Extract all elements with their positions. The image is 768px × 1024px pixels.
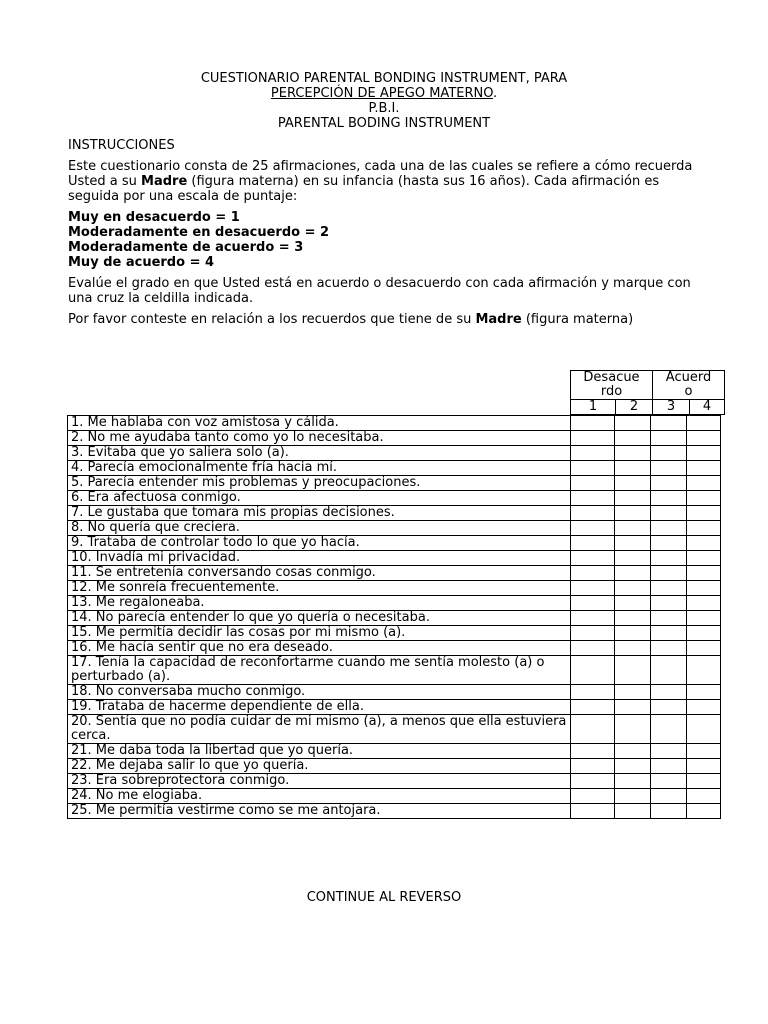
p3-text-b: (figura materna) [521, 312, 634, 327]
item-text: 16. Me hacía sentir que no era deseado. [68, 641, 571, 656]
answer-cell-1[interactable] [571, 774, 615, 789]
header-col-1: 1 [571, 400, 616, 415]
table-row [68, 431, 721, 446]
document-title [0, 71, 768, 131]
answer-cell-1[interactable] [571, 416, 615, 431]
answer-cell-1[interactable] [571, 685, 615, 700]
item-text: 8. No quería que creciera. [68, 521, 571, 536]
table-row [68, 789, 721, 804]
item-text: 5. Parecía entender mis problemas y preocupaciones. [68, 476, 571, 491]
response-header-table [570, 370, 725, 415]
answer-cell-2[interactable] [615, 416, 651, 431]
answer-cell-2[interactable] [615, 700, 651, 715]
answer-cell-4[interactable] [687, 461, 721, 476]
answer-cell-2[interactable] [615, 461, 651, 476]
answer-cell-4[interactable] [687, 759, 721, 774]
answer-cell-1[interactable] [571, 744, 615, 759]
scale-item-3: Moderadamente de acuerdo = 3 [68, 240, 304, 255]
header-col-3: 3 [653, 400, 690, 415]
item-text: 1. Me hablaba con voz amistosa y cálida. [68, 416, 571, 431]
item-text: 3. Evitaba que yo saliera solo (a). [68, 446, 571, 461]
table-row [68, 744, 721, 759]
instructions-paragraph-1 [68, 159, 708, 204]
header-desacuerdo-l1: Desacue [583, 370, 640, 385]
answer-cell-4[interactable] [687, 774, 721, 789]
title-line-2 [0, 86, 768, 101]
answer-cell-1[interactable] [571, 715, 615, 744]
answer-cell-4[interactable] [687, 744, 721, 759]
answer-cell-4[interactable] [687, 536, 721, 551]
answer-cell-1[interactable] [571, 789, 615, 804]
table-row [68, 521, 721, 536]
answer-cell-3[interactable] [651, 759, 687, 774]
answer-cell-4[interactable] [687, 641, 721, 656]
answer-cell-4[interactable] [687, 715, 721, 744]
table-row [68, 641, 721, 656]
table-row [68, 759, 721, 774]
table-row [68, 715, 721, 744]
answer-cell-4[interactable] [687, 491, 721, 506]
answer-cell-1[interactable] [571, 626, 615, 641]
answer-cell-1[interactable] [571, 566, 615, 581]
answer-cell-4[interactable] [687, 611, 721, 626]
answer-cell-4[interactable] [687, 789, 721, 804]
answer-cell-4[interactable] [687, 685, 721, 700]
scale-list [68, 210, 708, 270]
answer-cell-2[interactable] [615, 744, 651, 759]
title-line-4: PARENTAL BODING INSTRUMENT [277, 116, 491, 131]
table-row [68, 685, 721, 700]
p1-text-b: (figura materna) en su infancia (hasta sus 16 años). Cada afirmación es seguida por una escala de puntaje: [68, 174, 660, 204]
answer-cell-4[interactable] [687, 431, 721, 446]
header-acuerdo-l2: o [684, 384, 693, 399]
item-text: 10. Invadía mi privacidad. [68, 551, 571, 566]
answer-cell-3[interactable] [651, 476, 687, 491]
answer-cell-3[interactable] [651, 446, 687, 461]
scale-item-4: Muy de acuerdo = 4 [68, 255, 215, 270]
answer-cell-3[interactable] [651, 715, 687, 744]
item-text: 18. No conversaba mucho conmigo. [68, 685, 571, 700]
answer-cell-3[interactable] [651, 431, 687, 446]
answer-cell-1[interactable] [571, 581, 615, 596]
item-text: 22. Me dejaba salir lo que yo quería. [68, 759, 571, 774]
table-row [68, 416, 721, 431]
header-desacuerdo-l2: rdo [600, 384, 623, 399]
answer-cell-1[interactable] [571, 700, 615, 715]
answer-cell-4[interactable] [687, 416, 721, 431]
instructions-paragraph-3 [68, 312, 708, 327]
answer-cell-4[interactable] [687, 596, 721, 611]
item-text: 20. Sentía que no podía cuidar de mi mismo (a), a menos que ella estuviera cerca. [68, 715, 571, 744]
item-text: 23. Era sobreprotectora conmigo. [68, 774, 571, 789]
item-text: 15. Me permitía decidir las cosas por mi mismo (a). [68, 626, 571, 641]
answer-cell-2[interactable] [615, 506, 651, 521]
header-acuerdo-l1: Acuerd [665, 370, 712, 385]
table-row [68, 476, 721, 491]
answer-cell-1[interactable] [571, 431, 615, 446]
table-row [68, 536, 721, 551]
answer-cell-2[interactable] [615, 641, 651, 656]
answer-cell-4[interactable] [687, 700, 721, 715]
answer-cell-3[interactable] [651, 789, 687, 804]
title-line-3: P.B.I. [368, 101, 400, 116]
scale-item-2: Moderadamente en desacuerdo = 2 [68, 225, 330, 240]
answer-cell-2[interactable] [615, 626, 651, 641]
item-text: 17. Tenía la capacidad de reconfortarme cuando me sentía molesto (a) o perturbado (a). [68, 656, 571, 685]
table-row [68, 566, 721, 581]
answer-cell-2[interactable] [615, 446, 651, 461]
item-text: 19. Trataba de hacerme dependiente de ella. [68, 700, 571, 715]
answer-cell-3[interactable] [651, 626, 687, 641]
answer-cell-2[interactable] [615, 804, 651, 819]
table-row [68, 506, 721, 521]
answer-cell-2[interactable] [615, 521, 651, 536]
item-text: 21. Me daba toda la libertad que yo quería. [68, 744, 571, 759]
answer-cell-1[interactable] [571, 461, 615, 476]
answer-cell-1[interactable] [571, 656, 615, 685]
table-row [68, 581, 721, 596]
answer-cell-3[interactable] [651, 744, 687, 759]
answer-cell-2[interactable] [615, 536, 651, 551]
answer-cell-3[interactable] [651, 611, 687, 626]
answer-cell-3[interactable] [651, 774, 687, 789]
answer-cell-1[interactable] [571, 521, 615, 536]
p3-bold: Madre [475, 312, 522, 327]
instructions-heading: INSTRUCCIONES [68, 138, 175, 153]
item-text: 14. No parecía entender lo que yo quería o necesitaba. [68, 611, 571, 626]
answer-cell-2[interactable] [615, 476, 651, 491]
answer-cell-1[interactable] [571, 491, 615, 506]
answer-cell-3[interactable] [651, 685, 687, 700]
p1-text-a: Este cuestionario consta de 25 afirmaciones, cada una de las cuales se refiere a cómo recuerda Usted a su [68, 159, 693, 189]
answer-cell-2[interactable] [615, 596, 651, 611]
table-row [68, 551, 721, 566]
answer-cell-1[interactable] [571, 476, 615, 491]
answer-cell-2[interactable] [615, 491, 651, 506]
table-row [68, 611, 721, 626]
answer-cell-3[interactable] [651, 641, 687, 656]
item-text: 25. Me permitía vestirme como se me antojara. [68, 804, 571, 819]
answer-cell-4[interactable] [687, 656, 721, 685]
answer-cell-4[interactable] [687, 626, 721, 641]
answer-cell-4[interactable] [687, 551, 721, 566]
answer-cell-2[interactable] [615, 656, 651, 685]
answer-cell-2[interactable] [615, 789, 651, 804]
header-desacuerdo [571, 371, 653, 400]
table-row [68, 700, 721, 715]
answer-cell-1[interactable] [571, 536, 615, 551]
title-line-1: CUESTIONARIO PARENTAL BONDING INSTRUMENT, PARA [200, 71, 568, 86]
table-row [68, 656, 721, 685]
item-text: 4. Parecía emocionalmente fría hacia mí. [68, 461, 571, 476]
item-text: 2. No me ayudaba tanto como yo lo necesitaba. [68, 431, 571, 446]
scale-item-1: Muy en desacuerdo = 1 [68, 210, 240, 225]
answer-cell-1[interactable] [571, 596, 615, 611]
header-acuerdo [653, 371, 725, 400]
p1-bold: Madre [141, 174, 188, 189]
answer-cell-4[interactable] [687, 566, 721, 581]
answer-cell-3[interactable] [651, 491, 687, 506]
answer-cell-1[interactable] [571, 506, 615, 521]
answer-cell-1[interactable] [571, 759, 615, 774]
answer-cell-1[interactable] [571, 611, 615, 626]
item-text: 6. Era afectuosa conmigo. [68, 491, 571, 506]
item-text: 11. Se entretenía conversando cosas conmigo. [68, 566, 571, 581]
answer-cell-2[interactable] [615, 551, 651, 566]
continue-footer: CONTINUE AL REVERSO [306, 890, 462, 905]
answer-cell-3[interactable] [651, 804, 687, 819]
answer-cell-2[interactable] [615, 685, 651, 700]
answer-cell-4[interactable] [687, 521, 721, 536]
answer-cell-3[interactable] [651, 416, 687, 431]
item-text: 24. No me elogiaba. [68, 789, 571, 804]
title-line-2-underlined: PERCEPCIÓN DE APEGO MATERNO [270, 86, 493, 101]
title-line-2-suffix: . [492, 86, 498, 101]
answer-cell-3[interactable] [651, 461, 687, 476]
answer-cell-4[interactable] [687, 804, 721, 819]
items-table [67, 415, 721, 819]
header-col-2: 2 [616, 400, 653, 415]
table-row [68, 446, 721, 461]
table-row [68, 626, 721, 641]
answer-cell-3[interactable] [651, 551, 687, 566]
item-text: 13. Me regaloneaba. [68, 596, 571, 611]
item-text: 12. Me sonreía frecuentemente. [68, 581, 571, 596]
table-row [68, 491, 721, 506]
answer-cell-3[interactable] [651, 566, 687, 581]
p3-text-a: Por favor conteste en relación a los recuerdos que tiene de su [68, 312, 476, 327]
answer-cell-3[interactable] [651, 521, 687, 536]
answer-cell-2[interactable] [615, 715, 651, 744]
answer-cell-2[interactable] [615, 774, 651, 789]
answer-cell-2[interactable] [615, 566, 651, 581]
answer-cell-1[interactable] [571, 551, 615, 566]
answer-cell-2[interactable] [615, 581, 651, 596]
header-col-4: 4 [690, 400, 725, 415]
answer-cell-4[interactable] [687, 446, 721, 461]
answer-cell-1[interactable] [571, 804, 615, 819]
answer-cell-2[interactable] [615, 611, 651, 626]
instructions-paragraph-2: Evalúe el grado en que Usted está en acuerdo o desacuerdo con cada afirmación y marque con una cruz la celdilla indicada. [68, 276, 691, 306]
table-row [68, 596, 721, 611]
item-text: 9. Trataba de controlar todo lo que yo hacía. [68, 536, 571, 551]
answer-cell-3[interactable] [651, 656, 687, 685]
answer-cell-3[interactable] [651, 536, 687, 551]
table-row [68, 804, 721, 819]
answer-cell-1[interactable] [571, 641, 615, 656]
answer-cell-3[interactable] [651, 700, 687, 715]
answer-cell-1[interactable] [571, 446, 615, 461]
answer-cell-3[interactable] [651, 506, 687, 521]
item-text: 7. Le gustaba que tomara mis propias decisiones. [68, 506, 571, 521]
table-row [68, 461, 721, 476]
answer-cell-2[interactable] [615, 431, 651, 446]
table-row [68, 774, 721, 789]
answer-cell-2[interactable] [615, 759, 651, 774]
answer-cell-4[interactable] [687, 506, 721, 521]
answer-cell-3[interactable] [651, 581, 687, 596]
answer-cell-3[interactable] [651, 596, 687, 611]
answer-cell-4[interactable] [687, 581, 721, 596]
answer-cell-4[interactable] [687, 476, 721, 491]
